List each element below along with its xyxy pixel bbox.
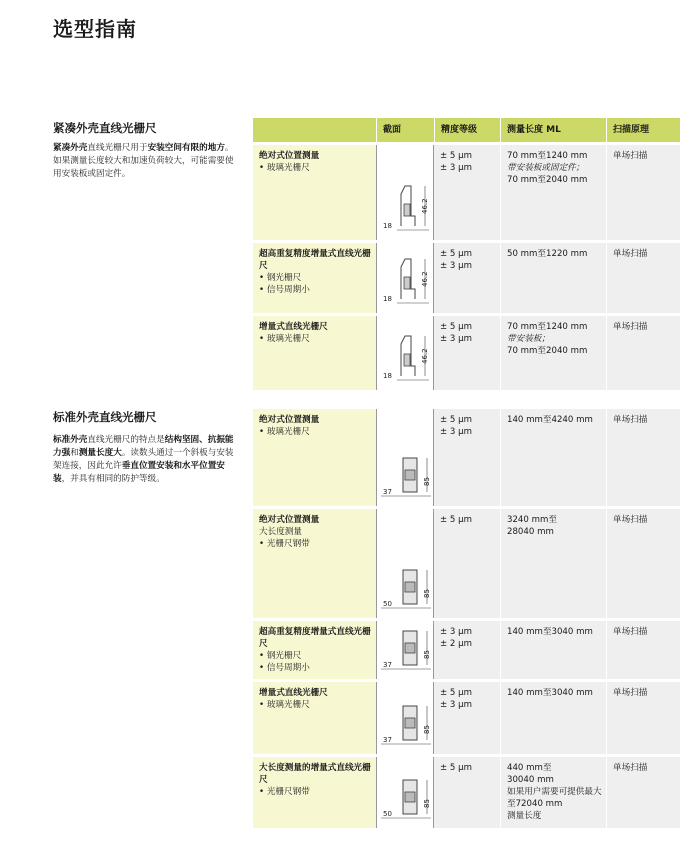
- product-name-cell: [253, 682, 376, 754]
- scanning-principle-cell: 单场扫描: [606, 243, 680, 313]
- bullet-icon: •: [259, 334, 267, 344]
- feature-text: 光栅尺钢带: [266, 787, 310, 797]
- description-fragment: 垂直位置安装和水平位置安装: [53, 461, 225, 484]
- accuracy-cell: [434, 757, 500, 828]
- width-dimension-label: 18: [383, 295, 392, 303]
- measuring-length-text: 70 mm至2040 mm: [507, 346, 588, 356]
- product-name: 超高重复精度增量式直线光栅尺: [259, 249, 371, 271]
- accuracy-grade: ± 5 μm: [440, 688, 472, 698]
- measuring-length-text: 3240 mm至: [507, 515, 557, 525]
- product-subtitle: 大长度测量: [259, 527, 302, 537]
- description-fragment: 结构坚固、抗振能力强: [53, 435, 234, 458]
- height-dimension-label: 85: [423, 725, 431, 734]
- table-header: [253, 118, 680, 142]
- accuracy-grade: ± 5 μm: [440, 763, 472, 773]
- width-dimension-label: 37: [383, 661, 392, 669]
- height-dimension-label: 85: [423, 650, 431, 659]
- bullet-icon: •: [259, 427, 267, 437]
- feature-bullet: [259, 650, 376, 662]
- accuracy-cell: [434, 621, 500, 679]
- description-fragment: 标准外壳: [53, 435, 88, 445]
- bullet-icon: •: [259, 787, 267, 797]
- bullet-icon: •: [259, 273, 267, 283]
- measuring-length-text: 30040 mm: [507, 775, 554, 785]
- cross-section-cell: [376, 509, 434, 618]
- cross-section-cell: [376, 243, 434, 313]
- header-scan: 扫描原理: [606, 118, 680, 142]
- accuracy-cell: [434, 682, 500, 754]
- height-dimension-label: 85: [423, 477, 431, 486]
- accuracy-grade: ± 3 μm: [440, 627, 472, 637]
- measuring-length-text: 140 mm至3040 mm: [507, 688, 593, 698]
- table-row: [253, 757, 680, 828]
- measuring-length-text: 70 mm至1240 mm: [507, 322, 588, 332]
- section2-title: 标准外壳直线光栅尺: [53, 410, 157, 424]
- header-length: 测量长度 ML: [500, 118, 606, 142]
- accuracy-grade: ± 2 μm: [440, 639, 472, 649]
- bullet-icon: •: [259, 539, 267, 549]
- cross-section-cell: [376, 409, 434, 506]
- height-dimension-label: 85: [423, 799, 431, 808]
- product-name-cell: [253, 621, 376, 679]
- bullet-icon: •: [259, 700, 267, 710]
- table-row: [253, 409, 680, 506]
- accuracy-grade: ± 3 μm: [440, 427, 472, 437]
- measuring-length-text: 测量长度: [507, 811, 542, 821]
- product-name-cell: [253, 409, 376, 506]
- compact-encoder-table: [253, 118, 680, 393]
- product-name-cell: [253, 509, 376, 618]
- accuracy-cell: [434, 316, 500, 390]
- feature-bullet: [259, 786, 376, 798]
- accuracy-cell: [434, 509, 500, 618]
- measuring-length-cell: [500, 621, 606, 679]
- table-row: [253, 145, 680, 240]
- feature-text: 玻璃光栅尺: [266, 700, 310, 710]
- table-row: [253, 316, 680, 390]
- product-name: 增量式直线光栅尺: [259, 322, 328, 332]
- feature-bullet: [259, 284, 376, 296]
- feature-text: 玻璃光栅尺: [266, 427, 310, 437]
- product-name: 增量式直线光栅尺: [259, 688, 328, 698]
- header-section: 截面: [376, 118, 434, 142]
- measuring-length-cell: [500, 316, 606, 390]
- description-fragment: 。读数头通过一个斜板与安装架连接，因此允许: [53, 448, 234, 471]
- width-dimension-label: 50: [383, 810, 392, 818]
- table-row: [253, 682, 680, 754]
- measuring-length-text: 带安装板或固定件；: [507, 163, 585, 173]
- height-dimension-label: 46.2: [421, 348, 429, 364]
- feature-bullet: [259, 426, 376, 438]
- height-dimension-label: 46.2: [421, 271, 429, 287]
- measuring-length-text: 如果用户需要可提供最大至72040 mm: [507, 787, 602, 809]
- measuring-length-cell: [500, 145, 606, 240]
- feature-bullet: [259, 538, 376, 550]
- height-dimension-label: 85: [423, 589, 431, 598]
- measuring-length-text: 50 mm至1220 mm: [507, 249, 588, 259]
- accuracy-grade: ± 3 μm: [440, 261, 472, 271]
- accuracy-cell: [434, 243, 500, 313]
- feature-text: 信号周期小: [266, 663, 310, 673]
- description-fragment: 直线光栅尺用于: [87, 143, 148, 153]
- width-dimension-label: 50: [383, 600, 392, 608]
- product-name: 绝对式位置测量: [259, 415, 320, 425]
- page-title: 选型指南: [53, 17, 137, 41]
- measuring-length-cell: [500, 509, 606, 618]
- feature-bullet: [259, 699, 376, 711]
- measuring-length-cell: [500, 409, 606, 506]
- width-dimension-label: 18: [383, 222, 392, 230]
- cross-section-cell: [376, 621, 434, 679]
- cross-section-cell: [376, 757, 434, 828]
- measuring-length-text: 440 mm至: [507, 763, 552, 773]
- feature-bullet: [259, 162, 376, 174]
- product-name-cell: [253, 243, 376, 313]
- product-name-cell: [253, 757, 376, 828]
- product-name: 绝对式位置测量: [259, 151, 320, 161]
- feature-text: 光栅尺钢带: [266, 539, 310, 549]
- cross-section-cell: [376, 145, 434, 240]
- accuracy-grade: ± 5 μm: [440, 249, 472, 259]
- description-fragment: 和: [70, 448, 79, 458]
- description-fragment: 。如果测量长度较大和加速负荷较大，可能需要使用安装板或固定件。: [53, 143, 234, 179]
- table-row: [253, 509, 680, 618]
- bullet-icon: •: [259, 163, 267, 173]
- measuring-length-text: 28040 mm: [507, 527, 554, 537]
- measuring-length-text: 70 mm至1240 mm: [507, 151, 588, 161]
- scanning-principle-cell: 单场扫描: [606, 682, 680, 754]
- width-dimension-label: 18: [383, 372, 392, 380]
- measuring-length-text: 带安装板；: [507, 334, 550, 344]
- accuracy-grade: ± 5 μm: [440, 415, 472, 425]
- feature-text: 钢光栅尺: [266, 273, 302, 283]
- product-name-cell: [253, 316, 376, 390]
- scanning-principle-cell: 单场扫描: [606, 621, 680, 679]
- accuracy-grade: ± 3 μm: [440, 163, 472, 173]
- product-name-cell: [253, 145, 376, 240]
- section1-title: 紧凑外壳直线光栅尺: [53, 121, 157, 135]
- description-fragment: 测量长度大: [78, 448, 122, 458]
- scanning-principle-cell: 单场扫描: [606, 509, 680, 618]
- table-row: [253, 621, 680, 679]
- measuring-length-cell: [500, 682, 606, 754]
- bullet-icon: •: [259, 651, 267, 661]
- feature-text: 信号周期小: [266, 285, 310, 295]
- scanning-principle-cell: 单场扫描: [606, 757, 680, 828]
- feature-bullet: [259, 662, 376, 674]
- feature-text: 玻璃光栅尺: [266, 334, 310, 344]
- description-fragment: 紧凑外壳: [53, 143, 88, 153]
- measuring-length-text: 140 mm至3040 mm: [507, 627, 593, 637]
- scanning-principle-cell: 单场扫描: [606, 409, 680, 506]
- product-name: 超高重复精度增量式直线光栅尺: [259, 627, 371, 649]
- product-name: 大长度测量的增量式直线光栅尺: [259, 763, 371, 785]
- standard-encoder-table: [253, 409, 680, 831]
- width-dimension-label: 37: [383, 736, 392, 744]
- description-fragment: 直线光栅尺的特点是: [87, 435, 165, 445]
- section1-description: [53, 142, 238, 181]
- feature-text: 玻璃光栅尺: [266, 163, 310, 173]
- cross-section-cell: [376, 682, 434, 754]
- bullet-icon: •: [259, 285, 267, 295]
- feature-text: 钢光栅尺: [266, 651, 302, 661]
- bullet-icon: •: [259, 663, 267, 673]
- measuring-length-text: 140 mm至4240 mm: [507, 415, 593, 425]
- measuring-length-cell: [500, 243, 606, 313]
- width-dimension-label: 37: [383, 488, 392, 496]
- scanning-principle-cell: 单场扫描: [606, 316, 680, 390]
- measuring-length-cell: [500, 757, 606, 828]
- table-row: [253, 243, 680, 313]
- section2-description: [53, 434, 238, 486]
- feature-bullet: [259, 272, 376, 284]
- accuracy-cell: [434, 145, 500, 240]
- header-accuracy: 精度等级: [434, 118, 500, 142]
- accuracy-grade: ± 3 μm: [440, 700, 472, 710]
- accuracy-grade: ± 5 μm: [440, 515, 472, 525]
- accuracy-grade: ± 5 μm: [440, 151, 472, 161]
- accuracy-grade: ± 3 μm: [440, 334, 472, 344]
- height-dimension-label: 46.2: [421, 198, 429, 214]
- scanning-principle-cell: 单场扫描: [606, 145, 680, 240]
- accuracy-grade: ± 5 μm: [440, 322, 472, 332]
- description-fragment: 安装空间有限的地方: [147, 143, 225, 153]
- description-fragment: ，并具有相同的防护等级。: [61, 474, 165, 484]
- cross-section-cell: [376, 316, 434, 390]
- accuracy-cell: [434, 409, 500, 506]
- measuring-length-text: 70 mm至2040 mm: [507, 175, 588, 185]
- feature-bullet: [259, 333, 376, 345]
- product-name: 绝对式位置测量: [259, 515, 320, 525]
